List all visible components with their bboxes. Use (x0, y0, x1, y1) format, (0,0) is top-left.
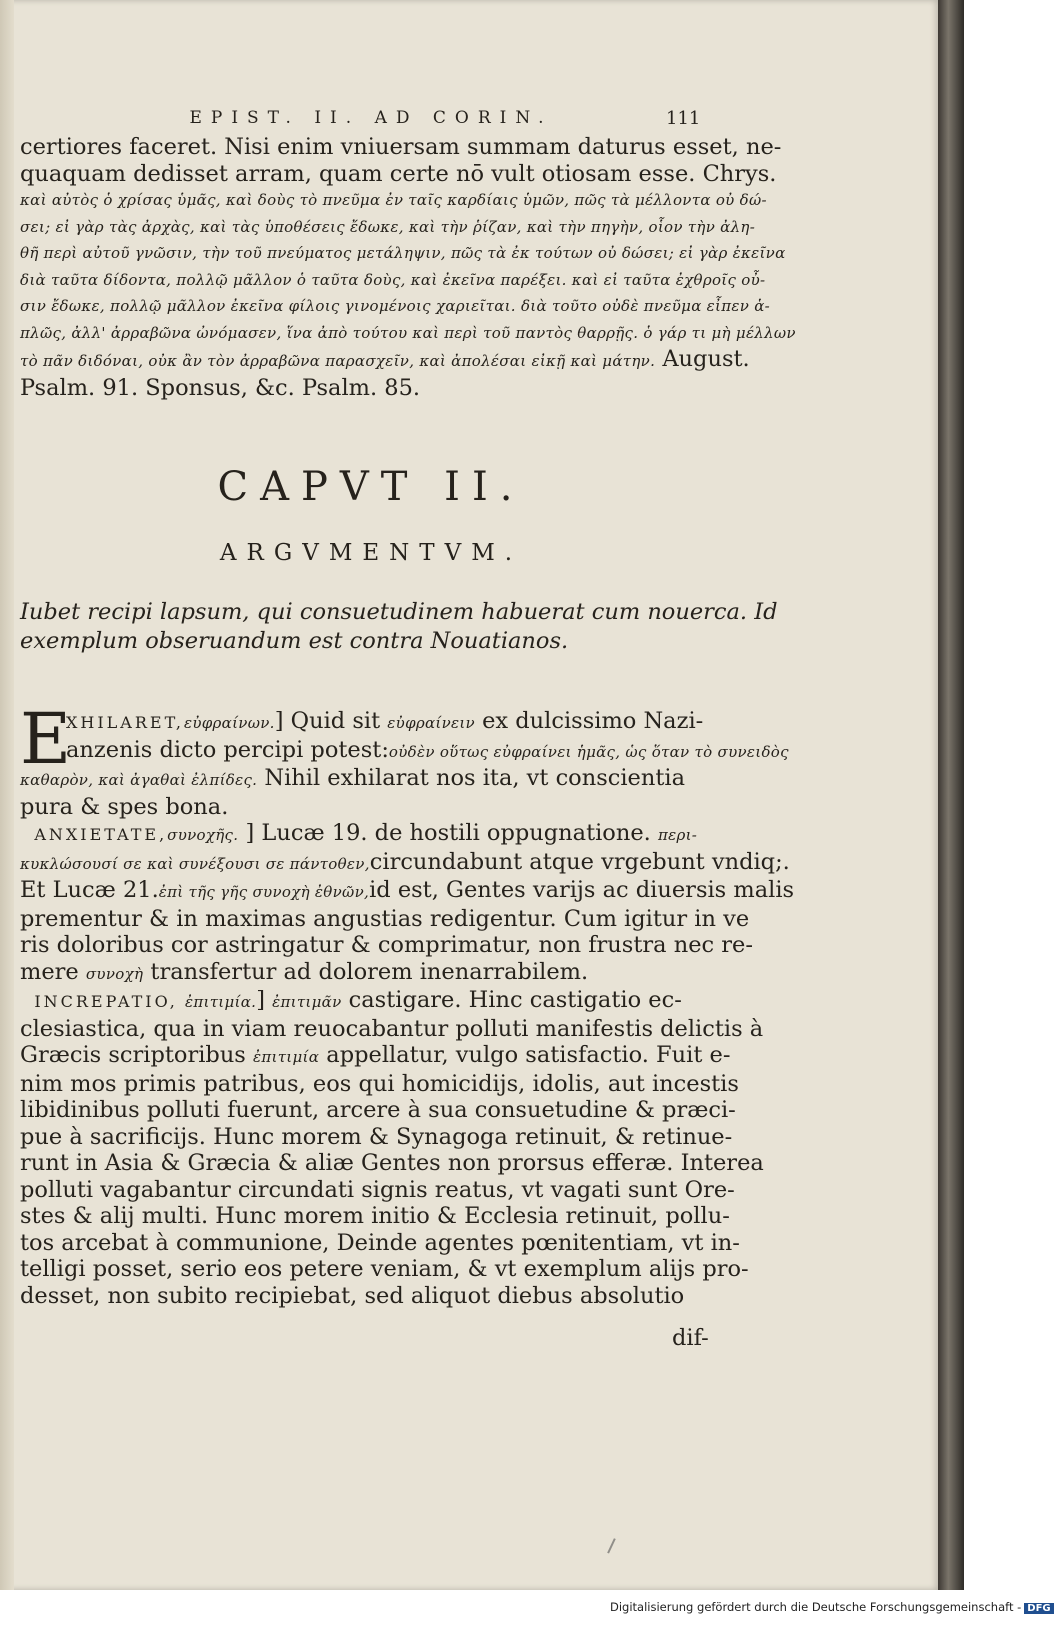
greek-text: ἐπιτιμᾶν (272, 993, 342, 1011)
text-line: certiores faceret. Nisi enim vniuersam summam daturus esset, ne- (20, 134, 782, 160)
greek-line: σει; εἰ γὰρ τὰς ἀρχὰς, καὶ τὰς ὑποθέσεις ἔδωκε, καὶ τὴν ῥίζαν, καὶ τὴν πηγὴν, οἷον τὴν ἀλη- (20, 217, 756, 236)
latin-text: circundabunt atque vrgebunt vndiq;. (369, 848, 790, 875)
text-line (20, 820, 722, 849)
latin-text: ] Lucæ 19. de hostili oppugnatione. (245, 820, 651, 846)
text-line: telligi posset, serio eos petere veniam, & vt exemplum alijs pro- (20, 1256, 749, 1282)
commentary-block-2 (20, 698, 795, 1309)
greek-line: διὰ ταῦτα δίδοντα, πολλῷ μᾶλλον ὁ ταῦτα δοὺς, καὶ ἐκεῖνα παρέξει. καὶ εἰ ταῦτα ἐχθροῖς οὖ- (20, 270, 766, 289)
greek-line: σιν ἔδωκε, πολλῷ μᾶλλον ἐκεῖνα φίλοις γινομένοις χαριεῖται. διὰ τοῦτο οὐδὲ πνεῦμα εἶπεν ἁ- (20, 297, 771, 315)
text-line: pura & spes bona. (20, 793, 229, 820)
greek-text: εὐφραίνων. (183, 714, 275, 732)
greek-text: ἐπιτιμία. (185, 993, 257, 1011)
text-line: tos arcebat à communione, Deinde agentes pœnitentiam, vt in- (20, 1229, 740, 1256)
latin-text: ex dulcissimo Nazi- (474, 708, 704, 734)
text-line: Iubet recipi lapsum, qui consuetudinem habuerat cum nouerca. Id (20, 599, 778, 625)
greek-text: περι- (657, 826, 698, 844)
latin-text: transfertur ad dolorem inenarrabilem. (143, 958, 589, 985)
greek-line: θῆ περὶ αὐτοῦ γνῶσιν, τὴν τοῦ πνεύματος μετάληψιν, πῶς τὰ ἐκ τούτων οὐ δώσει; εἰ γὰρ ἐκεῖνα (20, 244, 786, 262)
dfg-logo: DFG (1024, 1603, 1053, 1614)
text-line: polluti vagabantur circundati signis reatus, vt vagati sunt Ore- (20, 1176, 735, 1203)
text-line (20, 987, 722, 1016)
latin-text: ] (256, 987, 273, 1013)
argumentum-text (20, 598, 778, 656)
text-line (20, 959, 722, 988)
text-line: ris doloribus cor astringatur & comprimatur, non frustra nec re- (20, 932, 753, 958)
chapter-heading: CAPVT II. (217, 464, 525, 510)
latin-text: Græcis scriptoribus (20, 1042, 254, 1068)
greek-line: καὶ αὐτὸς ὁ χρίσας ὑμᾶς, καὶ δοὺς τὸ πνεῦμα ἐν ταῖς καρδίαις ὑμῶν, πῶς τὰ μέλλοντα οὐ δώ- (20, 191, 767, 209)
page-gutter (0, 0, 14, 1590)
latin-text: Et Lucæ 21. (20, 877, 159, 903)
argumentum-heading: ARGVMENTVM. (219, 540, 523, 566)
latin-text: mere (20, 958, 86, 985)
latin-text: id est, Gentes varijs ac diuersis malis (369, 877, 795, 903)
folio-number: 111 (666, 108, 701, 129)
text-line: prementur & in maximas angustias redigentur. Cum igitur in ve (20, 905, 750, 932)
text-line (20, 877, 795, 906)
greek-text: οὐδὲν οὕτως εὐφραίνει ἡμᾶς, ὡς ὅταν τὸ συνειδὸς (388, 742, 789, 761)
latin-text: anzenis dicto percipi potest: (66, 736, 389, 763)
commentary-block-1 (20, 134, 796, 401)
greek-line: πλῶς, ἀλλ' ἀρραβῶνα ὠνόμασεν, ἵνα ἀπὸ τούτου καὶ περὶ τοῦ παντὸς θαρρῇς. ὁ γάρ τι μὴ μέλλων (20, 323, 796, 342)
text-line: runt in Asia & Græcia & aliæ Gentes non prorsus efferæ. Interea (20, 1150, 764, 1176)
latin-text: August. (662, 346, 750, 372)
text-line: stes & alij multi. Hunc morem initio & Ecclesia retinuit, pollu- (20, 1203, 730, 1229)
greek-text: ἐπιτιμία (253, 1048, 320, 1066)
text-line: clesiastica, qua in viam reuocabantur polluti manifestis delictis à (20, 1015, 764, 1042)
latin-text: Nihil exhilarat nos ita, vt conscientia (257, 765, 686, 791)
greek-text: κυκλώσουσί σε καὶ συνέξουσι σε πάντοθεν, (20, 854, 370, 873)
lemma: INCREPATIO, (34, 992, 178, 1011)
text-line (20, 346, 750, 375)
text-line: Psalm. 91. Sponsus, &c. Psalm. 85. (20, 374, 421, 401)
latin-text: ] Quid sit (274, 708, 388, 734)
latin-text: castigare. Hinc castigatio ec- (341, 987, 682, 1013)
text-line: exemplum obseruandum est contra Nouatianos. (20, 628, 569, 654)
text-line (20, 736, 789, 766)
text-line: desset, non subito recipiebat, sed aliquot diebus absolutio (20, 1282, 685, 1309)
greek-text: τὸ πᾶν διδόναι, οὐκ ἂν τὸν ἀρραβῶνα παρασχεῖν, καὶ ἀπολέσαι εἰκῇ καὶ μάτην. (20, 352, 656, 370)
latin-text: appellatur, vulgo satisfactio. Fuit e- (319, 1042, 731, 1068)
scan-edge (938, 0, 964, 1590)
text-line (20, 765, 722, 794)
catchword: dif- (672, 1325, 709, 1351)
running-title: EPIST. II. AD CORIN. (189, 108, 553, 128)
text-line (20, 1042, 731, 1071)
text-line (20, 708, 722, 737)
text-line: pue à sacrificijs. Hunc morem & Synagoga retinuit, & retinue- (20, 1123, 733, 1150)
text-line: libidinibus polluti fuerunt, arcere à sua consuetudine & præci- (20, 1097, 736, 1123)
greek-text: ἐπὶ τῆς γῆς συνοχὴ ἐθνῶν, (158, 883, 370, 901)
greek-text: συνοχὴ (85, 964, 144, 983)
greek-text: καθαρὸν, καὶ ἀγαθαὶ ἐλπίδες. (20, 771, 258, 789)
footer-text: Digitalisierung gefördert durch die Deutsche Forschungsgemeinschaft - (610, 1600, 1022, 1614)
text-line (20, 848, 790, 878)
ink-mark (607, 1538, 625, 1558)
digitization-footer (610, 1600, 1051, 1622)
greek-text: συνοχῆς. (167, 826, 239, 844)
greek-text: εὐφραίνειν (387, 714, 475, 732)
text-line: nim mos primis patribus, eos qui homicidijs, idolis, aut incestis (20, 1070, 739, 1097)
lemma: XHILARET, (66, 713, 184, 732)
drop-capital: E (20, 698, 72, 780)
lemma: ANXIETATE, (34, 825, 168, 844)
text-line: quaquam dedisset arram, quam certe nō vult otiosam esse. Chrys. (20, 160, 777, 187)
